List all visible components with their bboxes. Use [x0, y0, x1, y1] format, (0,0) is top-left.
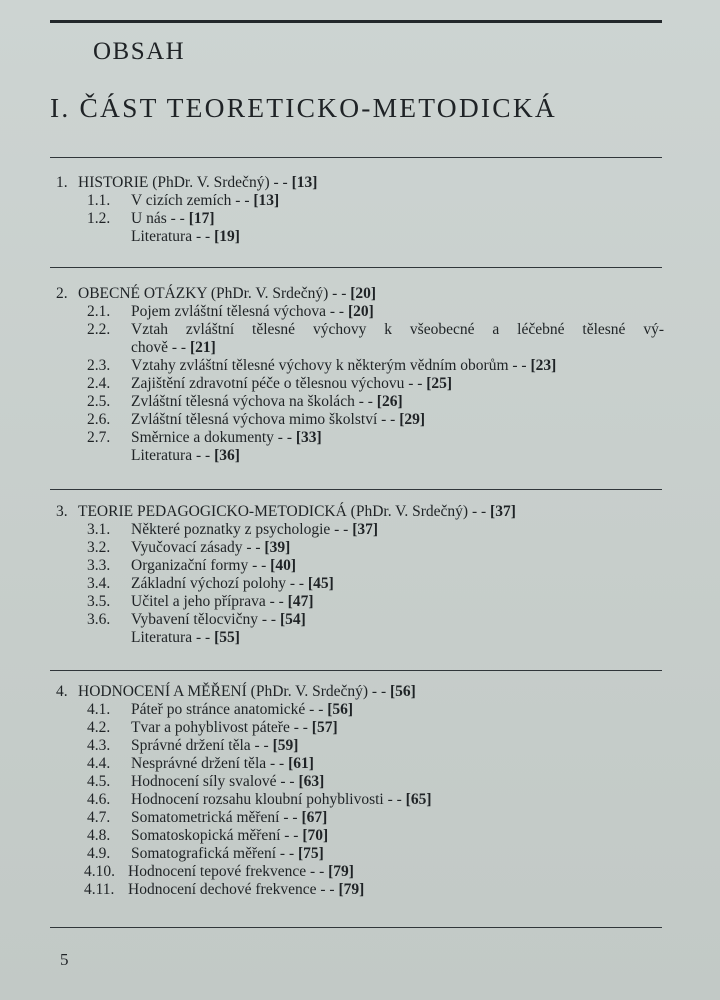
item-text: U nás - -	[131, 210, 185, 227]
chapter-author: (PhDr. V. Srdečný) - -	[350, 503, 487, 520]
item-text: Zvláštní tělesná výchova na školách - -	[131, 393, 373, 410]
item-text: Vybavení tělocvičny - -	[131, 611, 277, 628]
chapter-page: [13]	[291, 174, 318, 191]
top-rule	[50, 20, 662, 23]
item-text: Hodnocení dechové frekvence - -	[128, 881, 335, 898]
item-page: [36]	[214, 447, 240, 464]
item-number: 1.2.	[87, 210, 111, 227]
item-page: [75]	[298, 845, 324, 862]
item-text: Vztah zvláštní tělesné výchovy k všeobecné a léčebné tělesné vý-	[131, 321, 664, 338]
page-number: 5	[60, 950, 69, 969]
item-page: [65]	[405, 791, 432, 808]
item-text: Tvar a pohyblivost páteře - -	[131, 719, 308, 736]
chapter-page: [56]	[390, 683, 416, 700]
item-text: Somatoskopická měření - -	[131, 827, 299, 844]
item-page: [47]	[287, 593, 314, 610]
item-number: 4.8.	[87, 827, 111, 844]
item-text-continuation: chově - -	[131, 339, 187, 356]
item-page: [70]	[302, 827, 329, 844]
item-page: [37]	[352, 521, 379, 538]
item-page: [79]	[328, 863, 354, 880]
chapter-page: [20]	[350, 285, 377, 302]
item-text: Některé poznatky z psychologie - -	[131, 521, 349, 538]
item-text: Nesprávné držení těla - -	[131, 755, 285, 772]
part-title: I. ČÁST TEORETICKO-METODICKÁ	[50, 92, 557, 123]
item-text: Literatura - -	[131, 629, 211, 646]
item-text: Organizační formy - -	[131, 557, 267, 574]
chapter-number: 2.	[56, 285, 68, 302]
item-text: Literatura - -	[131, 447, 211, 464]
item-page: [55]	[214, 629, 240, 646]
item-text: V cizích zemích - -	[131, 192, 250, 209]
item-text: Hodnocení rozsahu kloubní pohyblivosti - -	[131, 791, 402, 808]
item-page: [26]	[376, 393, 403, 410]
item-page: [40]	[270, 557, 296, 574]
item-text: Správné držení těla - -	[131, 737, 269, 754]
chapter-number: 3.	[56, 503, 68, 520]
contents-heading: OBSAH	[93, 38, 186, 65]
item-number: 4.7.	[87, 809, 111, 826]
item-number: 4.10.	[84, 863, 115, 880]
item-number: 3.1.	[87, 521, 111, 538]
item-number: 3.4.	[87, 575, 111, 592]
chapter-title: HISTORIE	[78, 174, 149, 191]
item-page: [61]	[288, 755, 314, 772]
item-number: 2.7.	[87, 429, 111, 446]
item-text: Zvláštní tělesná výchova mimo školství - -	[131, 411, 396, 428]
item-page: [57]	[311, 719, 338, 736]
item-page: [63]	[298, 773, 325, 790]
chapter-number: 1.	[56, 174, 68, 191]
chapter-author: (PhDr. V. Srdečný) - -	[210, 285, 347, 302]
section-divider	[50, 489, 662, 490]
item-text: Somatografická měření - -	[131, 845, 295, 862]
item-page: [13]	[253, 192, 280, 209]
item-text: Hodnocení tepové frekvence - -	[128, 863, 325, 880]
bottom-rule	[50, 927, 662, 928]
item-number: 4.9.	[87, 845, 111, 862]
item-number: 4.1.	[87, 701, 111, 718]
section-divider	[50, 157, 662, 158]
item-page: [25]	[426, 375, 453, 392]
item-number: 2.1.	[87, 303, 111, 320]
chapter-author: (PhDr. V. Srdečný) - -	[152, 174, 288, 191]
item-text: Vyučovací zásady - -	[131, 539, 261, 556]
item-page: [21]	[189, 339, 216, 356]
section-divider	[50, 267, 662, 268]
item-number: 3.6.	[87, 611, 111, 628]
section-divider	[50, 670, 662, 671]
item-number: 4.3.	[87, 737, 111, 754]
item-number: 3.5.	[87, 593, 111, 610]
item-number: 2.6.	[87, 411, 111, 428]
item-number: 2.3.	[87, 357, 111, 374]
item-text: Učitel a jeho příprava - -	[131, 593, 284, 610]
item-text: Základní výchozí polohy - -	[131, 575, 305, 592]
chapter-author: (PhDr. V. Srdečný) - -	[250, 683, 387, 700]
item-number: 4.4.	[87, 755, 111, 772]
chapter-title: HODNOCENÍ A MĚŘENÍ	[78, 683, 247, 700]
item-number: 4.2.	[87, 719, 111, 736]
item-page: [45]	[307, 575, 334, 592]
item-page: [56]	[327, 701, 354, 718]
item-text: Pojem zvláštní tělesná výchova - -	[131, 303, 345, 320]
item-page: [19]	[214, 228, 240, 245]
item-page: [17]	[188, 210, 215, 227]
item-number: 3.3.	[87, 557, 111, 574]
item-page: [23]	[530, 357, 557, 374]
item-number: 2.5.	[87, 393, 111, 410]
item-number: 1.1.	[87, 192, 111, 209]
item-page: [29]	[399, 411, 426, 428]
item-text: Vztahy zvláštní tělesné výchovy k některým vědním oborům - -	[131, 357, 527, 374]
chapter-title: OBECNÉ OTÁZKY	[78, 285, 208, 302]
item-page: [59]	[272, 737, 299, 754]
chapter-title: TEORIE PEDAGOGICKO-METODICKÁ	[78, 503, 347, 520]
item-page: [39]	[264, 539, 291, 556]
item-page: [54]	[279, 611, 306, 628]
item-text: Literatura - -	[131, 228, 211, 245]
item-text: Páteř po stránce anatomické - -	[131, 701, 324, 718]
item-text: Hodnocení síly svalové - -	[131, 773, 295, 790]
item-number: 4.6.	[87, 791, 111, 808]
item-text: Zajištění zdravotní péče o tělesnou výchovu - -	[131, 375, 423, 392]
chapter-page: [37]	[490, 503, 516, 520]
item-page: [20]	[347, 303, 374, 320]
item-number: 4.5.	[87, 773, 111, 790]
item-text: Směrnice a dokumenty - -	[131, 429, 292, 446]
item-page: [33]	[295, 429, 322, 446]
chapter-number: 4.	[56, 683, 68, 700]
item-page: [79]	[338, 881, 365, 898]
item-page: [67]	[301, 809, 328, 826]
item-number: 2.2.	[87, 321, 111, 338]
item-text: Somatometrická měření - -	[131, 809, 298, 826]
item-number: 4.11.	[84, 881, 115, 898]
item-number: 2.4.	[87, 375, 111, 392]
item-number: 3.2.	[87, 539, 111, 556]
